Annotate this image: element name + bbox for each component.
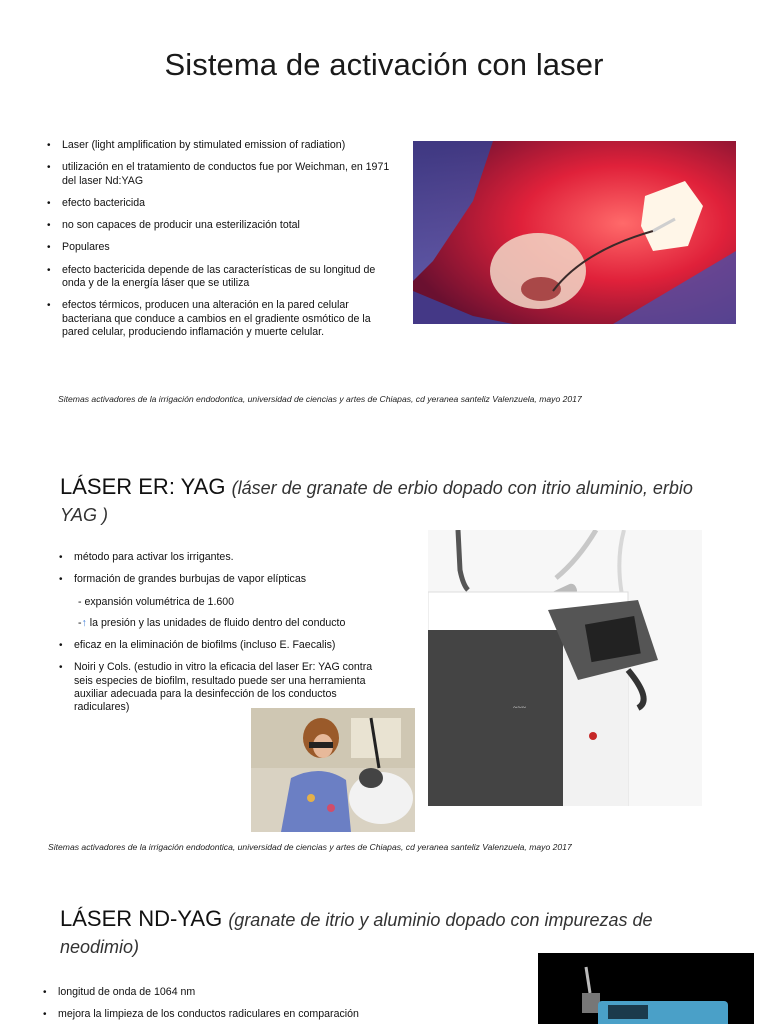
ndyag-device-photo bbox=[538, 953, 754, 1024]
slide3-heading bbox=[60, 906, 730, 960]
laser-machine-photo bbox=[428, 530, 702, 806]
laser-tooth-photo bbox=[413, 141, 736, 324]
slide2-title-main: LÁSER ER: YAG bbox=[60, 474, 226, 499]
list-item: • mejora la limpieza de los conductos radiculares en comparación bbox=[42, 1008, 402, 1021]
sub-text: la presión y las unidades de fluido dentro del conducto bbox=[86, 616, 346, 629]
slide3-title-sub: (granate de itrio y aluminio dopado con impurezas de neodimio) bbox=[60, 910, 653, 957]
svg-text:~~~: ~~~ bbox=[513, 703, 526, 712]
list-item: • Noiri y Cols. (estudio in vitro la eficacia del laser Er: YAG contra seis especies de biofilm, resultado puede ser una herramienta auxiliar adecuada para la desinfección de los conductos radiculares) bbox=[58, 661, 378, 714]
list-item: • efecto bactericida depende de las características de su longitud de onda y de la energía láser que se utiliza bbox=[46, 264, 391, 291]
list-item: • formación de grandes burbujas de vapor elípticas bbox=[58, 573, 378, 586]
slide2-citation: Sitemas activadores de la irrigación endodontica, universidad de ciencias y artes de Chiapas, cd yeranea santeliz Valenzuela, mayo 2017 bbox=[48, 842, 572, 852]
list-item: • no son capaces de producir una esterilización total bbox=[46, 219, 391, 232]
slide3-title-main: LÁSER ND-YAG bbox=[60, 906, 223, 931]
list-item: • longitud de onda de 1064 nm bbox=[42, 986, 402, 999]
list-item: • efecto bactericida bbox=[46, 197, 391, 210]
list-item: • Populares bbox=[46, 241, 391, 254]
list-item: • efectos térmicos, producen una alteración en la pared celular bacteriana que conduce a cambios en el gradiente osmótico de la pared celular, produciendo inflamación y muerte celular. bbox=[46, 299, 391, 339]
list-item: • eficaz en la eliminación de biofilms (incluso E. Faecalis) bbox=[58, 639, 378, 652]
list-item-sub bbox=[58, 617, 378, 630]
list-item: • Laser (light amplification by stimulated emission of radiation) bbox=[46, 139, 391, 152]
arrow-up-icon: ↑ bbox=[81, 616, 87, 629]
dentist-photo bbox=[251, 708, 415, 832]
list-item: • método para activar los irrigantes. bbox=[58, 551, 378, 564]
slide2-title-sub: (láser de granate de erbio dopado con itrio aluminio, erbio YAG ) bbox=[60, 478, 693, 525]
list-item-sub: - expansión volumétrica de 1.600 bbox=[78, 595, 235, 608]
dash: - bbox=[78, 616, 82, 629]
slide2-heading bbox=[60, 474, 720, 528]
slide1-citation: Sitemas activadores de la irrigación endodontica, universidad de ciencias y artes de Chiapas, cd yeranea santeliz Valenzuela, mayo 2017 bbox=[58, 394, 582, 404]
slide2-bullet-list bbox=[58, 551, 378, 724]
slide1-bullet-list bbox=[46, 139, 391, 348]
slide1-title: Sistema de activación con laser bbox=[164, 47, 604, 82]
list-item: • utilización en el tratamiento de conductos fue por Weichman, en 1971 del laser Nd:YAG bbox=[46, 161, 391, 188]
